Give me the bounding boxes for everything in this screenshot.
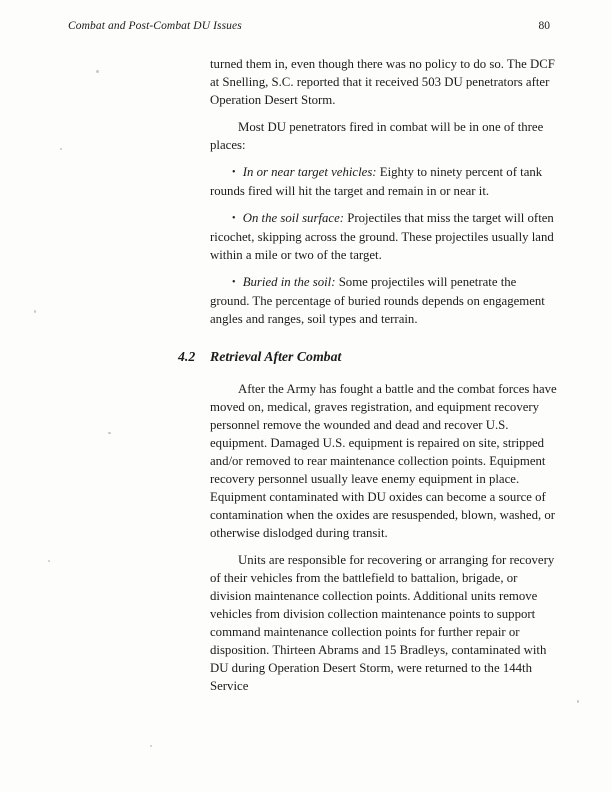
section-heading	[178, 348, 558, 366]
bullet-lead-text: Buried in the soil:	[242, 275, 336, 289]
paragraph-retrieval-1: After the Army has fought a battle and the combat forces have moved on, medical, graves registration, and equipment recovery personnel remove the wounded and dead and recover U.S. equipment. Damaged U.S. equipment is repaired on site, stripped and/or removed to rear maintenance collection points. Equipment recovery personnel usually leave enemy equipment in place. Equipment contaminated with DU oxides can become a source of contamination when the oxides are resuspended, blown, washed, or otherwise dislodged during transit.	[210, 382, 557, 540]
header-title: Combat and Post-Combat DU Issues	[68, 20, 242, 32]
paragraph-intro-three-places: Most DU penetrators fired in combat will be in one of three places:	[210, 120, 544, 152]
paragraph-retrieval-2: Units are responsible for recovering or arranging for recovery of their vehicles from the battlefield to battalion, brigade, or division maintenance collection points. Additional units remove vehicles from division collection maintenance points to support command maintenance collection points for further repair or disposition. Thirteen Abrams and 15 Bradleys, contaminated with DU during Operation Desert Storm, were returned to the 144th Service	[210, 553, 555, 693]
paragraph-continuation: turned them in, even though there was no policy to do so. The DCF at Snelling, S.C. reported that it received 503 DU penetrators after Operation Desert Storm.	[210, 57, 555, 107]
bullet-icon: •	[232, 213, 236, 224]
scan-artifact	[577, 700, 579, 703]
scan-artifact	[96, 70, 99, 73]
page-number: 80	[538, 20, 550, 32]
bullet-item-soil-surface	[210, 209, 558, 264]
running-header	[68, 14, 550, 32]
bullet-item-target-vehicles	[210, 163, 558, 200]
section-title: Retrieval After Combat	[210, 349, 342, 364]
scan-artifact	[34, 310, 36, 313]
bullet-lead-text: In or near target vehicles:	[242, 165, 377, 179]
scan-artifact	[150, 745, 152, 747]
bullet-icon: •	[232, 167, 236, 178]
bullet-body-text: Eighty to ninety percent of tank rounds fired will hit the target and remain in or near it.	[210, 165, 543, 198]
scan-artifact	[108, 432, 111, 434]
bullet-body-text: Projectiles that miss the target will often ricochet, skipping across the ground. These projectiles usually land within a mile or two of the target.	[210, 211, 554, 262]
bullet-icon: •	[232, 277, 236, 288]
body-text-column	[178, 55, 558, 704]
scan-artifact	[60, 148, 62, 150]
section-number: 4.2	[178, 349, 196, 364]
bullet-body-text: Some projectiles will penetrate the ground. The percentage of buried rounds depends on engagement angles and ranges, soil types and terrain.	[210, 275, 545, 326]
scan-artifact	[48, 560, 50, 562]
bullet-item-buried-soil	[210, 273, 558, 328]
bullet-lead-text: On the soil surface:	[242, 211, 345, 225]
